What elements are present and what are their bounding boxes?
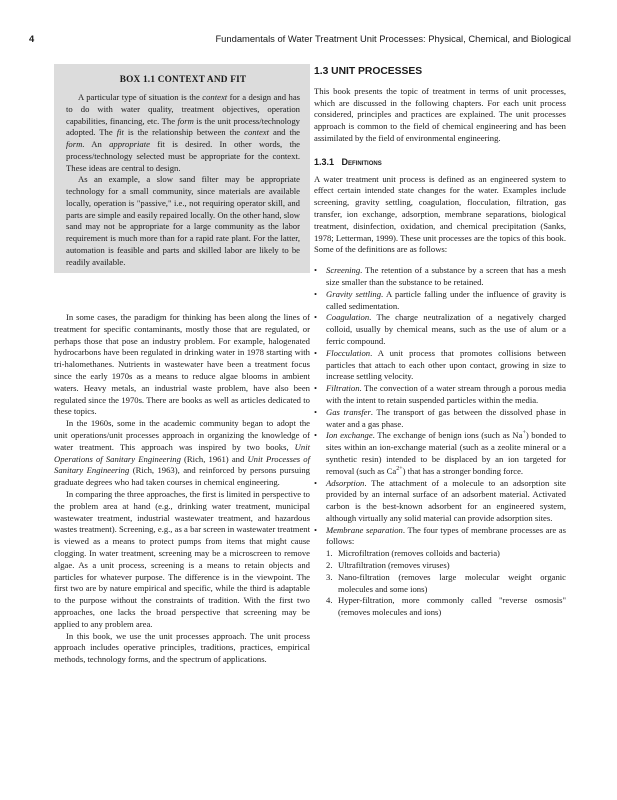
definition-text: . The four types of membrane processes are as follows: <box>326 524 566 547</box>
definitions-list <box>314 265 566 619</box>
list-item <box>314 430 566 477</box>
emphasis: form <box>177 115 194 126</box>
bullet-icon: • <box>314 312 318 323</box>
running-header <box>29 33 571 47</box>
item-text: Microfiltration (removes colloids and bacteria) <box>338 548 500 559</box>
book-title: Unit Processes of Sanitary Engineering <box>54 453 310 476</box>
definition-text: . A particle falling under the influence of gravity is called sedimentation. <box>326 288 566 311</box>
emphasis: context <box>202 92 228 102</box>
item-text: Nano-filtration (removes large molecular weight organic molecules and some ions) <box>338 571 566 594</box>
definition-text: . The retention of a substance by a screen that has a mesh size smaller than the substance to be retained. <box>326 265 566 287</box>
text-run: for a design and has to do with water quality, treatment objectives, operation capabilities, financing, etc. The <box>66 92 301 126</box>
superscript: + <box>522 430 526 437</box>
page-number: 4 <box>29 33 35 44</box>
right-column <box>314 64 566 619</box>
subsection-heading <box>314 157 566 169</box>
subsection-number: 1.3.1 <box>314 156 335 167</box>
definition-text: ) that has a stronger bonding force. <box>402 465 524 476</box>
definition-term: Screening <box>326 265 361 276</box>
left-column-body <box>54 312 310 666</box>
box-paragraph-2: As an example, a slow sand filter may be appropriate technology for a small community, since materials are available locally, operation is "passive," i.e., not requiring operator skill, and parts are simple and easily repaired locally. On the other hand, slow sand may not be appropriate for a large community as the labor requirement is much more than for a rapid rate plant. For the latter, automation is feasible and parts and skilled labor are likely to be readily available. <box>66 174 300 267</box>
definition-term: Membrane separation <box>326 524 403 535</box>
definition-text: . The charge neutralization of a negatively charged colloid, usually by chemical means, such as the use of alum or a ferric compound. <box>326 312 566 346</box>
bullet-icon: • <box>314 406 318 417</box>
list-item <box>314 265 566 289</box>
definition-text: ) bonded to sites within an ion-exchange material (such as a zeolite mineral or a synthetic resin) intended to be displaced by an ion targeted for removal (such as Ca <box>326 430 567 476</box>
superscript: 2+ <box>396 465 403 472</box>
item-number: 3. <box>326 571 333 582</box>
bullet-icon: • <box>314 265 318 276</box>
emphasis: appropriate <box>109 139 150 149</box>
bullet-icon: • <box>314 477 318 488</box>
text-run: is the unit process/technology adopted. The <box>66 115 300 138</box>
item-number: 2. <box>326 560 333 571</box>
bullet-icon: • <box>314 430 318 441</box>
text-run: fit is desired. In other words, the process/technology selected must be appropriate for the context. These ideas are central to design. <box>66 139 300 173</box>
definition-text: . The attachment of a molecule to an adsorption site provided by an internal surface of an adsorbent material. Activated carbon is the best-known adsorbent for an engineered system, although virtually any solid material can provide adsorption sites. <box>326 477 566 523</box>
definition-text: . The transport of gas between the dissolved phase in water and a gas phase. <box>326 406 566 429</box>
item-text: Hyper-filtration, more commonly called "reverse osmosis" (removes molecules and ions) <box>338 595 566 618</box>
bullet-icon: • <box>314 383 318 394</box>
box-context-and-fit <box>54 64 310 273</box>
text-run: (Rich, 1963), and reinforced by persons pursuing graduate degrees who had taken courses in chemical engineering. <box>54 465 310 488</box>
list-item <box>326 572 566 596</box>
definition-term: Gravity settling <box>326 288 382 299</box>
text-run: In the 1960s, some in the academic community began to adopt the unit operations/unit processes approach in organizing the knowledge of water treatment. This approach was inspired by two books, <box>54 418 310 452</box>
definition-term: Coagulation <box>326 312 370 323</box>
definitions-intro: A water treatment unit process is defined as an engineered system to effect certain intended state changes for the water. Examples include screening, gravity settling, coagulation, flocculation, filtration, gas transfer, ion exchange, adsorption, membrane separations, biological treatment, disinfection, oxidation, and chemical precipitation (Sanks, 1978; Letterman, 1999). These unit processes are the topics of this book. Some of the definitions are as follows: <box>314 173 566 255</box>
text-run: is the relationship between the <box>123 127 245 138</box>
text-run: (Rich, 1961) and <box>180 453 248 464</box>
list-item <box>326 548 566 560</box>
item-number: 1. <box>326 548 333 559</box>
emphasis: fit <box>116 127 124 138</box>
text-run: and the <box>269 127 300 138</box>
subsection-title: Definitions <box>341 156 382 167</box>
bullet-icon: • <box>314 524 318 535</box>
membrane-types-list <box>326 548 566 619</box>
definition-term: Adsorption <box>326 477 365 488</box>
definition-text: . The exchange of benign ions (such as Na <box>372 430 523 441</box>
definition-text: . A unit process that promotes collisions between particles that attach to each other upon contact, growing in size to increase settling velocity. <box>326 347 566 382</box>
paragraph-this-book: In this book, we use the unit processes approach. The unit process approach includes operative principles, traditions, practices, empirical methods, technology forms, and the spectrum of applications. <box>54 630 310 665</box>
section-heading: 1.3 UNIT PROCESSES <box>314 66 423 77</box>
text-run: A particular type of situation is the <box>78 92 203 102</box>
list-item <box>314 525 566 619</box>
list-item <box>314 289 566 313</box>
emphasis: context <box>244 127 270 138</box>
definition-text: . The convection of a water stream through a porous media with the intent to retain suspended particles within the media. <box>326 383 566 405</box>
list-item <box>314 407 566 431</box>
definition-term: Flocculation <box>326 347 371 358</box>
definition-term: Ion exchange <box>326 430 373 441</box>
list-item <box>314 312 566 347</box>
definition-term: Filtration <box>326 383 360 394</box>
paragraph-1960s-approach <box>54 418 310 489</box>
list-item <box>314 348 566 383</box>
box-title: BOX 1.1 CONTEXT AND FIT <box>119 75 247 85</box>
list-item <box>326 595 566 619</box>
emphasis: form <box>66 139 83 149</box>
item-text: Ultrafiltration (removes viruses) <box>338 560 450 571</box>
list-item <box>314 478 566 525</box>
book-title: Unit Operations of Sanitary Engineering <box>54 441 310 464</box>
list-item <box>326 560 566 572</box>
section-intro: This book presents the topic of treatment in terms of unit processes, which are discussed in the following chapters. For each unit process considered, principles and practices are explained. The unit processes approach is common to the field of chemical engineering and has been assimilated by the field of environmental engineering. <box>314 85 566 143</box>
text-run: . An <box>82 139 110 149</box>
definition-term: Gas transfer <box>326 406 371 417</box>
list-item <box>314 383 566 407</box>
running-title: Fundamentals of Water Treatment Unit Processes: Physical, Chemical, and Biological <box>215 33 571 44</box>
box-paragraph-1 <box>66 92 300 174</box>
paragraph-contaminant-paradigm: In some cases, the paradigm for thinking has been along the lines of treatment for specific contaminants, mostly those that are regulated, or perhaps those that pose an industry problem. For example, halogenated hydrocarbons have been regulated in drinking water in 1978 starting with tri-halomethanes. Nutrients in wastewater have been a treatment focus since the early 1970s as a means to reduce algae blooms in ambient waters. Heavy metals, an industrial waste problem, have also been regulated since the 1970s. There are books as well as articles dedicated to these topics. <box>54 312 310 417</box>
bullet-icon: • <box>314 288 318 299</box>
bullet-icon: • <box>314 347 318 358</box>
item-number: 4. <box>326 595 333 606</box>
paragraph-comparing-approaches: In comparing the three approaches, the first is limited in perspective to the problem area at hand (e.g., drinking water treatment, municipal wastewater treatment, industrial wastewater treatment, and hazardous wastes treatment). Screening, e.g., as a bar screen in wastewater treatment is viewed as a means to protect pumps from items that might cause clogging. In water treatment, screening may be a microscreen to remove algae. As a unit process, screening is a means to retain objects and particles for whatever purpose. The difference is in the viewpoint. The first two are by nature empirical and specific, while the third is adaptable to the purpose without the constraints of tradition. With the first two approaches, one lacks the broad perspective that screening may be applied to any problem area. <box>54 488 310 629</box>
